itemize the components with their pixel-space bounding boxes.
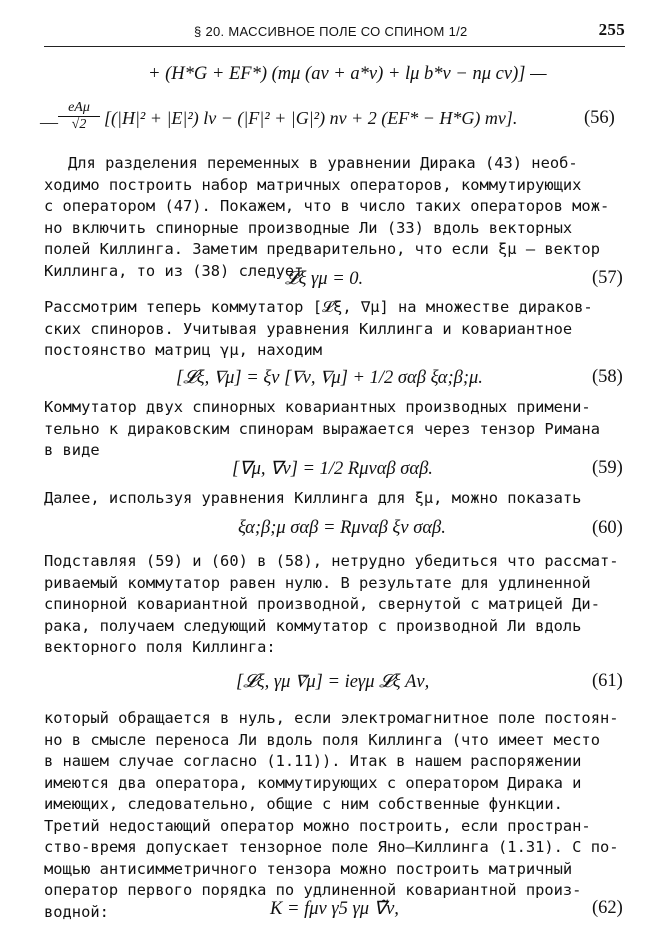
equation-61-number: (61) — [592, 671, 623, 691]
equation-56-line-2: [(|H|² + |E|²) lν − (|F|² + |G|²) nν + 2 (EF* − H*G) mν]. — [104, 108, 518, 128]
text-line: Коммутатор двух спинорных ковариантных производных примени- — [44, 398, 591, 416]
header-rule — [44, 46, 625, 47]
equation-59-number: (59) — [592, 458, 623, 478]
text-line: оператор первого порядка по удлиненной ковариантной произ- — [44, 881, 582, 899]
text-line: спинорной ковариантной производной, свернутой с матрицей Ди- — [44, 595, 600, 613]
text-line: Третий недостающий оператор можно построить, если простран- — [44, 816, 591, 835]
equation-62: K = fμν γ5 γμ ∇̃ν, — [270, 899, 399, 919]
paragraph-6 — [44, 708, 626, 923]
text-line: с оператором (47). Покажем, что в число таких операторов мож- — [44, 197, 610, 215]
fraction-denominator: √2 — [71, 117, 87, 132]
equation-56-fraction: — eAμ √2 — [44, 100, 100, 133]
paragraph-4 — [44, 488, 626, 510]
text-line: Рассмотрим теперь коммутатор [𝓛ξ, ∇μ] на множестве дираков- — [44, 298, 593, 316]
equation-60-number: (60) — [592, 518, 623, 538]
text-line: полей Киллинга. Заметим предварительно, что если ξμ — вектор — [44, 240, 600, 258]
text-line: риваемый коммутатор равен нулю. В результате для удлиненной — [44, 573, 591, 592]
page-number: 255 — [598, 20, 625, 39]
equation-56-line-1: + (H*G + EF*) (mμ (aν + a*ν) + lμ b*ν − nμ cν)] — — [148, 64, 547, 84]
text-line: мощью антисимметричного тензора можно построить матричный — [44, 859, 573, 878]
paragraph-1 — [44, 153, 626, 282]
paragraph-2 — [44, 297, 626, 362]
equation-56-number: (56) — [584, 108, 615, 128]
equation-60: ξα;β;μ σαβ = Rμναβ ξν σαβ. — [238, 518, 446, 538]
text-line: имеющих, следовательно, общие с ним собственные функции. — [44, 795, 563, 813]
text-line: рака, получаем следующий коммутатор с производной Ли вдоль — [44, 616, 582, 635]
text-line: ство-время допускает тензорное поле Яно—Киллинга (1.31). С по- — [44, 838, 619, 856]
text-line: ских спиноров. Учитывая уравнения Киллинга и ковариантное — [44, 319, 573, 338]
text-line: в нашем случае согласно (1.11)). Итак в нашем распоряжении — [44, 752, 582, 770]
text-line: который обращается в нуль, если электромагнитное поле постоян- — [44, 709, 619, 727]
text-line: имеются два оператора, коммутирующих с оператором Дирака и — [44, 773, 582, 792]
equation-62-number: (62) — [592, 898, 623, 918]
text-line: Киллинга, то из (38) следует — [44, 261, 304, 280]
text-line: Далее, используя уравнения Киллинга для ξμ, можно показать — [44, 489, 582, 507]
text-line: постоянство матриц γμ, находим — [44, 341, 322, 359]
text-line: водной: — [44, 902, 109, 921]
paragraph-5 — [44, 551, 626, 659]
text-line: векторного поля Киллинга: — [44, 638, 276, 656]
equation-61: [𝓛ξ, γμ ∇̃μ] = ieγμ 𝓛ξ Aν, — [236, 672, 430, 692]
section-title: § 20. МАССИВНОЕ ПОЛЕ СО СПИНОМ 1/2 — [194, 24, 468, 39]
equation-57: 𝓛ξ γμ = 0. — [285, 269, 364, 289]
paragraph-3 — [44, 397, 626, 462]
text-line: Подставляя (59) и (60) в (58), нетрудно убедиться что рассмат- — [44, 552, 619, 570]
running-header — [44, 22, 625, 44]
fraction-numerator: eAμ — [58, 100, 100, 117]
text-line: ходимо построить набор матричных операторов, коммутирующих — [44, 175, 582, 194]
equation-58-number: (58) — [592, 367, 623, 387]
equation-58: [𝓛ξ, ∇μ] = ξν [∇ν, ∇μ] + 1/2 σαβ ξα;β;μ. — [176, 368, 483, 388]
text-line: но включить спинорные производные Ли (33) вдоль векторных — [44, 218, 573, 237]
equation-57-number: (57) — [592, 268, 623, 288]
equation-59: [∇μ, ∇ν] = 1/2 Rμναβ σαβ. — [232, 459, 433, 479]
text-line: Для разделения переменных в уравнении Дирака (43) необ- — [68, 154, 578, 172]
text-line: в виде — [44, 441, 100, 459]
text-line: тельно к дираковским спинорам выражается через тензор Римана — [44, 419, 600, 438]
text-line: но в смысле переноса Ли вдоль поля Киллинга (что имеет место — [44, 730, 600, 749]
